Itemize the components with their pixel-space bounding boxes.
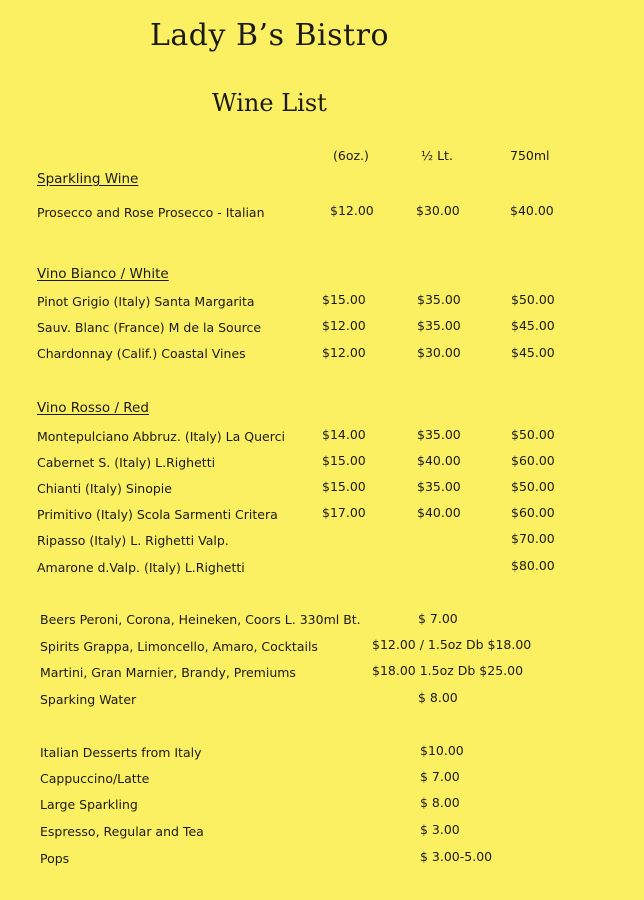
price-bottle: $45.00 [511, 345, 555, 360]
price-bottle: $50.00 [511, 427, 555, 442]
menu-item-name: Prosecco and Rose Prosecco - Italian [37, 205, 265, 220]
menu-subtitle: Wine List [212, 89, 327, 117]
column-header-glass: (6oz.) [333, 148, 369, 163]
price-half-liter: $35.00 [417, 292, 461, 307]
menu-item-name: Chianti (Italy) Sinopie [37, 481, 172, 496]
section-heading-white: Vino Bianco / White [37, 266, 169, 282]
price-glass: $15.00 [322, 453, 366, 468]
menu-item-name: Spirits Grappa, Limoncello, Amaro, Cocktails [40, 639, 318, 654]
price-half-liter: $30.00 [416, 203, 460, 218]
price-bottle: $80.00 [511, 558, 555, 573]
column-header-bottle: 750ml [510, 148, 550, 163]
price-bottle: $60.00 [511, 453, 555, 468]
menu-item-name: Cappuccino/Latte [40, 771, 150, 786]
price-half-liter: $40.00 [417, 505, 461, 520]
section-heading-red: Vino Rosso / Red [37, 400, 149, 416]
menu-item-name: Amarone d.Valp. (Italy) L.Righetti [37, 560, 245, 575]
price-glass: $12.00 [322, 345, 366, 360]
price-glass: $17.00 [322, 505, 366, 520]
price: $ 7.00 [418, 611, 458, 626]
price: $ 3.00-5.00 [420, 849, 493, 864]
menu-item-name: Italian Desserts from Italy [40, 745, 202, 760]
price-glass: $14.00 [322, 427, 366, 442]
menu-item-name: Pinot Grigio (Italy) Santa Margarita [37, 294, 255, 309]
price-half-liter: $35.00 [417, 318, 461, 333]
menu-item-name: Montepulciano Abbruz. (Italy) La Querci [37, 429, 285, 444]
price-bottle: $70.00 [511, 531, 555, 546]
menu-item-name: Sauv. Blanc (France) M de la Source [37, 320, 262, 335]
price-bottle: $60.00 [511, 505, 555, 520]
price-half-liter: $35.00 [417, 479, 461, 494]
menu-item-name: Pops [40, 851, 70, 866]
price: $ 8.00 [418, 690, 458, 705]
price: $18.00 1.5oz Db $25.00 [372, 663, 524, 678]
price-glass: $15.00 [322, 479, 366, 494]
price: $ 8.00 [420, 795, 460, 810]
menu-item-name: Large Sparkling [40, 797, 138, 812]
price-bottle: $45.00 [511, 318, 555, 333]
price-glass: $15.00 [322, 292, 366, 307]
section-heading-sparkling: Sparkling Wine [37, 171, 139, 187]
price: $ 3.00 [420, 822, 460, 837]
menu-item-name: Primitivo (Italy) Scola Sarmenti Critera [37, 507, 278, 522]
menu-item-name: Martini, Gran Marnier, Brandy, Premiums [40, 665, 296, 680]
menu-title: Lady B’s Bistro [150, 18, 390, 53]
price-half-liter: $30.00 [417, 345, 461, 360]
price: $10.00 [420, 743, 464, 758]
price-bottle: $50.00 [511, 292, 555, 307]
price-bottle: $40.00 [510, 203, 554, 218]
menu-item-name: Espresso, Regular and Tea [40, 824, 204, 839]
menu-item-name: Chardonnay (Calif.) Coastal Vines [37, 346, 246, 361]
column-header-half-liter: ½ Lt. [421, 148, 453, 163]
menu-item-name: Cabernet S. (Italy) L.Righetti [37, 455, 216, 470]
price-half-liter: $40.00 [417, 453, 461, 468]
menu-item-name: Sparking Water [40, 692, 137, 707]
price: $12.00 / 1.5oz Db $18.00 [372, 637, 532, 652]
menu-item-name: Beers Peroni, Corona, Heineken, Coors L. 330ml Bt. [40, 612, 361, 627]
menu-item-name: Ripasso (Italy) L. Righetti Valp. [37, 533, 229, 548]
price-half-liter: $35.00 [417, 427, 461, 442]
price-glass: $12.00 [322, 318, 366, 333]
price-bottle: $50.00 [511, 479, 555, 494]
price-glass: $12.00 [330, 203, 374, 218]
price: $ 7.00 [420, 769, 460, 784]
